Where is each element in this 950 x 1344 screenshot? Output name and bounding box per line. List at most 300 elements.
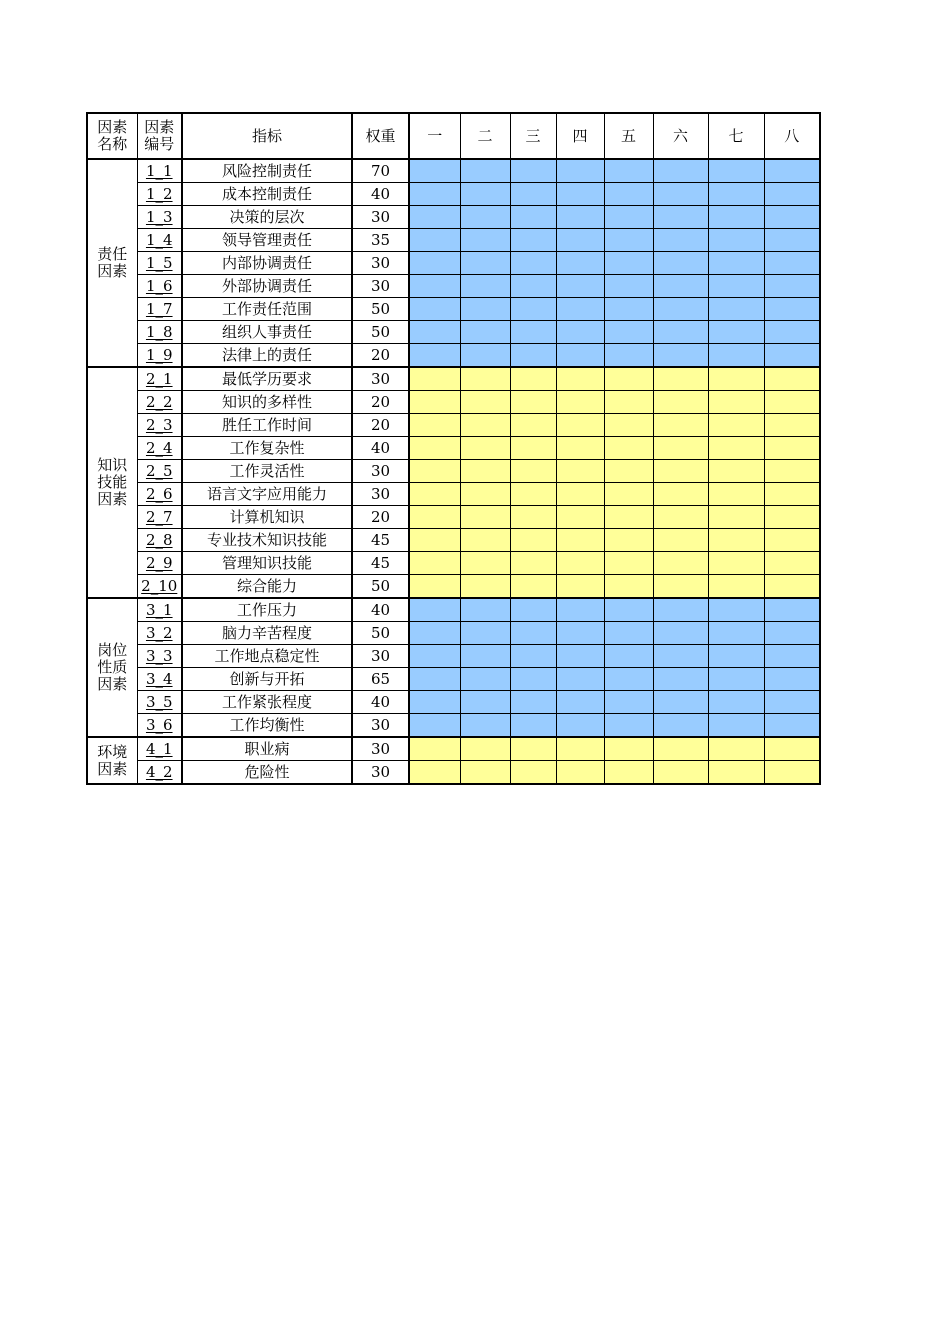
score-input-cell[interactable] — [604, 645, 653, 668]
indicator-cell[interactable]: 胜任工作时间 — [182, 414, 352, 437]
indicator-cell[interactable]: 工作责任范围 — [182, 298, 352, 321]
score-input-cell[interactable] — [510, 367, 556, 391]
score-input-cell[interactable] — [653, 321, 708, 344]
score-input-cell[interactable] — [409, 414, 460, 437]
score-input-cell[interactable] — [409, 737, 460, 761]
score-input-cell[interactable] — [556, 622, 604, 645]
score-input-cell[interactable] — [604, 483, 653, 506]
score-input-cell[interactable] — [510, 183, 556, 206]
weight-cell[interactable]: 40 — [352, 437, 409, 460]
score-input-cell[interactable] — [409, 483, 460, 506]
score-input-cell[interactable] — [409, 229, 460, 252]
score-input-cell[interactable] — [708, 575, 764, 599]
indicator-cell[interactable]: 创新与开拓 — [182, 668, 352, 691]
factor-code-cell[interactable]: 4_1 — [137, 737, 182, 761]
factor-code-cell[interactable]: 2_6 — [137, 483, 182, 506]
score-input-cell[interactable] — [653, 367, 708, 391]
score-input-cell[interactable] — [653, 529, 708, 552]
score-input-cell[interactable] — [653, 552, 708, 575]
score-input-cell[interactable] — [764, 668, 820, 691]
weight-cell[interactable]: 20 — [352, 414, 409, 437]
weight-cell[interactable]: 45 — [352, 529, 409, 552]
score-input-cell[interactable] — [556, 691, 604, 714]
score-input-cell[interactable] — [409, 529, 460, 552]
indicator-cell[interactable]: 管理知识技能 — [182, 552, 352, 575]
factor-code-cell[interactable]: 3_6 — [137, 714, 182, 738]
factor-code-cell[interactable]: 2_2 — [137, 391, 182, 414]
score-input-cell[interactable] — [604, 275, 653, 298]
score-input-cell[interactable] — [764, 183, 820, 206]
score-input-cell[interactable] — [460, 159, 510, 183]
score-input-cell[interactable] — [409, 598, 460, 622]
score-input-cell[interactable] — [764, 575, 820, 599]
weight-cell[interactable]: 30 — [352, 483, 409, 506]
factor-code-cell[interactable]: 1_2 — [137, 183, 182, 206]
weight-cell[interactable]: 70 — [352, 159, 409, 183]
weight-cell[interactable]: 20 — [352, 391, 409, 414]
score-input-cell[interactable] — [460, 437, 510, 460]
weight-cell[interactable]: 50 — [352, 575, 409, 599]
score-input-cell[interactable] — [604, 159, 653, 183]
indicator-cell[interactable]: 危险性 — [182, 761, 352, 785]
indicator-cell[interactable]: 工作压力 — [182, 598, 352, 622]
factor-code-cell[interactable]: 2_1 — [137, 367, 182, 391]
score-input-cell[interactable] — [764, 622, 820, 645]
score-input-cell[interactable] — [556, 159, 604, 183]
weight-cell[interactable]: 30 — [352, 645, 409, 668]
factor-code-cell[interactable]: 2_3 — [137, 414, 182, 437]
table-row — [87, 437, 820, 460]
score-input-cell[interactable] — [604, 206, 653, 229]
score-input-cell[interactable] — [604, 183, 653, 206]
factor-code-cell[interactable]: 1_5 — [137, 252, 182, 275]
score-input-cell[interactable] — [510, 761, 556, 785]
score-input-cell[interactable] — [653, 414, 708, 437]
score-input-cell[interactable] — [653, 460, 708, 483]
indicator-cell[interactable]: 外部协调责任 — [182, 275, 352, 298]
score-input-cell[interactable] — [556, 761, 604, 785]
score-input-cell[interactable] — [409, 460, 460, 483]
score-input-cell[interactable] — [604, 668, 653, 691]
score-input-cell[interactable] — [409, 622, 460, 645]
factor-code-cell[interactable]: 2_4 — [137, 437, 182, 460]
score-input-cell[interactable] — [460, 668, 510, 691]
score-input-cell[interactable] — [653, 598, 708, 622]
score-input-cell[interactable] — [460, 391, 510, 414]
score-input-cell[interactable] — [604, 367, 653, 391]
factor-code-cell[interactable]: 3_4 — [137, 668, 182, 691]
factor-code-cell[interactable]: 4_2 — [137, 761, 182, 785]
score-input-cell[interactable] — [708, 367, 764, 391]
indicator-cell[interactable]: 最低学历要求 — [182, 367, 352, 391]
indicator-cell[interactable]: 综合能力 — [182, 575, 352, 599]
score-input-cell[interactable] — [460, 298, 510, 321]
score-input-cell[interactable] — [708, 183, 764, 206]
score-input-cell[interactable] — [604, 714, 653, 738]
score-input-cell[interactable] — [653, 645, 708, 668]
score-input-cell[interactable] — [653, 714, 708, 738]
indicator-cell[interactable]: 专业技术知识技能 — [182, 529, 352, 552]
score-input-cell[interactable] — [708, 598, 764, 622]
score-input-cell[interactable] — [556, 391, 604, 414]
weight-cell[interactable]: 30 — [352, 252, 409, 275]
score-input-cell[interactable] — [556, 275, 604, 298]
score-input-cell[interactable] — [556, 645, 604, 668]
weight-cell[interactable]: 45 — [352, 552, 409, 575]
score-input-cell[interactable] — [556, 437, 604, 460]
indicator-cell[interactable]: 职业病 — [182, 737, 352, 761]
score-input-cell[interactable] — [409, 645, 460, 668]
score-input-cell[interactable] — [460, 575, 510, 599]
score-input-cell[interactable] — [604, 391, 653, 414]
score-input-cell[interactable] — [460, 367, 510, 391]
score-input-cell[interactable] — [556, 552, 604, 575]
score-input-cell[interactable] — [556, 714, 604, 738]
score-input-cell[interactable] — [460, 252, 510, 275]
score-input-cell[interactable] — [409, 206, 460, 229]
score-input-cell[interactable] — [460, 645, 510, 668]
score-input-cell[interactable] — [764, 391, 820, 414]
indicator-cell[interactable]: 知识的多样性 — [182, 391, 352, 414]
score-input-cell[interactable] — [764, 252, 820, 275]
score-input-cell[interactable] — [764, 159, 820, 183]
score-input-cell[interactable] — [764, 206, 820, 229]
score-input-cell[interactable] — [409, 506, 460, 529]
score-input-cell[interactable] — [510, 159, 556, 183]
score-input-cell[interactable] — [764, 460, 820, 483]
score-input-cell[interactable] — [510, 598, 556, 622]
weight-cell[interactable]: 40 — [352, 183, 409, 206]
score-input-cell[interactable] — [708, 252, 764, 275]
score-input-cell[interactable] — [556, 414, 604, 437]
score-input-cell[interactable] — [460, 761, 510, 785]
score-input-cell[interactable] — [708, 714, 764, 738]
score-input-cell[interactable] — [510, 414, 556, 437]
score-input-cell[interactable] — [556, 460, 604, 483]
score-input-cell[interactable] — [708, 414, 764, 437]
score-input-cell[interactable] — [510, 391, 556, 414]
score-input-cell[interactable] — [460, 206, 510, 229]
indicator-cell[interactable]: 计算机知识 — [182, 506, 352, 529]
score-input-cell[interactable] — [460, 506, 510, 529]
score-input-cell[interactable] — [764, 414, 820, 437]
indicator-cell[interactable]: 法律上的责任 — [182, 344, 352, 368]
score-input-cell[interactable] — [653, 159, 708, 183]
score-input-cell[interactable] — [460, 598, 510, 622]
weight-cell[interactable]: 30 — [352, 206, 409, 229]
score-input-cell[interactable] — [460, 460, 510, 483]
score-input-cell[interactable] — [556, 367, 604, 391]
score-input-cell[interactable] — [653, 275, 708, 298]
score-input-cell[interactable] — [764, 229, 820, 252]
score-input-cell[interactable] — [510, 206, 556, 229]
score-input-cell[interactable] — [708, 737, 764, 761]
factor-code-cell[interactable]: 1_7 — [137, 298, 182, 321]
score-input-cell[interactable] — [510, 460, 556, 483]
factor-code-cell[interactable]: 1_3 — [137, 206, 182, 229]
indicator-cell[interactable]: 工作均衡性 — [182, 714, 352, 738]
score-input-cell[interactable] — [764, 483, 820, 506]
indicator-cell[interactable]: 工作地点稳定性 — [182, 645, 352, 668]
score-input-cell[interactable] — [708, 460, 764, 483]
score-input-cell[interactable] — [510, 668, 556, 691]
factor-code-cell[interactable]: 1_9 — [137, 344, 182, 368]
weight-cell[interactable]: 20 — [352, 506, 409, 529]
score-input-cell[interactable] — [510, 252, 556, 275]
score-input-cell[interactable] — [556, 206, 604, 229]
score-input-cell[interactable] — [653, 298, 708, 321]
score-input-cell[interactable] — [653, 229, 708, 252]
score-input-cell[interactable] — [708, 229, 764, 252]
score-input-cell[interactable] — [460, 275, 510, 298]
score-input-cell[interactable] — [653, 483, 708, 506]
score-input-cell[interactable] — [460, 183, 510, 206]
factor-code-cell[interactable]: 1_6 — [137, 275, 182, 298]
score-input-cell[interactable] — [653, 344, 708, 368]
score-input-cell[interactable] — [556, 321, 604, 344]
score-input-cell[interactable] — [764, 761, 820, 785]
score-input-cell[interactable] — [604, 598, 653, 622]
score-input-cell[interactable] — [460, 529, 510, 552]
weight-cell[interactable]: 30 — [352, 737, 409, 761]
score-input-cell[interactable] — [409, 275, 460, 298]
weight-cell[interactable]: 30 — [352, 460, 409, 483]
score-input-cell[interactable] — [510, 552, 556, 575]
score-input-cell[interactable] — [764, 598, 820, 622]
score-input-cell[interactable] — [460, 229, 510, 252]
indicator-cell[interactable]: 语言文字应用能力 — [182, 483, 352, 506]
header-level: 五 — [604, 113, 653, 159]
weight-cell[interactable]: 30 — [352, 275, 409, 298]
score-input-cell[interactable] — [764, 321, 820, 344]
score-input-cell[interactable] — [708, 344, 764, 368]
score-input-cell[interactable] — [460, 714, 510, 738]
indicator-cell[interactable]: 风险控制责任 — [182, 159, 352, 183]
score-input-cell[interactable] — [460, 552, 510, 575]
score-input-cell[interactable] — [604, 414, 653, 437]
score-input-cell[interactable] — [604, 761, 653, 785]
score-input-cell[interactable] — [604, 321, 653, 344]
score-input-cell[interactable] — [708, 391, 764, 414]
score-input-cell[interactable] — [604, 529, 653, 552]
score-input-cell[interactable] — [653, 761, 708, 785]
indicator-cell[interactable]: 领导管理责任 — [182, 229, 352, 252]
score-input-cell[interactable] — [460, 622, 510, 645]
score-input-cell[interactable] — [409, 437, 460, 460]
score-input-cell[interactable] — [764, 552, 820, 575]
score-input-cell[interactable] — [604, 344, 653, 368]
score-input-cell[interactable] — [708, 691, 764, 714]
score-input-cell[interactable] — [510, 344, 556, 368]
score-input-cell[interactable] — [708, 298, 764, 321]
weight-cell[interactable]: 50 — [352, 622, 409, 645]
score-input-cell[interactable] — [510, 229, 556, 252]
factor-code-cell[interactable]: 2_10 — [137, 575, 182, 599]
score-input-cell[interactable] — [708, 321, 764, 344]
score-input-cell[interactable] — [604, 298, 653, 321]
score-input-cell[interactable] — [510, 275, 556, 298]
score-input-cell[interactable] — [708, 622, 764, 645]
score-input-cell[interactable] — [409, 252, 460, 275]
score-input-cell[interactable] — [764, 714, 820, 738]
indicator-cell[interactable]: 组织人事责任 — [182, 321, 352, 344]
score-input-cell[interactable] — [556, 737, 604, 761]
score-input-cell[interactable] — [510, 575, 556, 599]
score-input-cell[interactable] — [556, 598, 604, 622]
score-input-cell[interactable] — [604, 622, 653, 645]
score-input-cell[interactable] — [708, 668, 764, 691]
score-input-cell[interactable] — [510, 506, 556, 529]
score-input-cell[interactable] — [764, 344, 820, 368]
score-input-cell[interactable] — [708, 506, 764, 529]
score-input-cell[interactable] — [409, 159, 460, 183]
factor-code-cell[interactable]: 1_4 — [137, 229, 182, 252]
weight-cell[interactable]: 65 — [352, 668, 409, 691]
score-input-cell[interactable] — [556, 575, 604, 599]
score-input-cell[interactable] — [556, 252, 604, 275]
factor-code-cell[interactable]: 3_2 — [137, 622, 182, 645]
score-input-cell[interactable] — [708, 275, 764, 298]
score-input-cell[interactable] — [653, 622, 708, 645]
weight-cell[interactable]: 50 — [352, 321, 409, 344]
factor-code-cell[interactable]: 2_8 — [137, 529, 182, 552]
score-input-cell[interactable] — [764, 275, 820, 298]
score-input-cell[interactable] — [556, 506, 604, 529]
score-input-cell[interactable] — [653, 206, 708, 229]
factor-code-cell[interactable]: 3_3 — [137, 645, 182, 668]
score-input-cell[interactable] — [764, 691, 820, 714]
score-input-cell[interactable] — [764, 367, 820, 391]
score-input-cell[interactable] — [409, 714, 460, 738]
weight-cell[interactable]: 20 — [352, 344, 409, 368]
score-input-cell[interactable] — [708, 529, 764, 552]
score-input-cell[interactable] — [604, 437, 653, 460]
factor-code-cell[interactable]: 3_1 — [137, 598, 182, 622]
score-input-cell[interactable] — [708, 159, 764, 183]
score-input-cell[interactable] — [653, 183, 708, 206]
score-input-cell[interactable] — [409, 691, 460, 714]
score-input-cell[interactable] — [460, 737, 510, 761]
score-input-cell[interactable] — [510, 714, 556, 738]
score-input-cell[interactable] — [604, 575, 653, 599]
score-input-cell[interactable] — [409, 321, 460, 344]
score-input-cell[interactable] — [708, 645, 764, 668]
weight-cell[interactable]: 35 — [352, 229, 409, 252]
score-input-cell[interactable] — [764, 529, 820, 552]
score-input-cell[interactable] — [510, 529, 556, 552]
indicator-cell[interactable]: 工作灵活性 — [182, 460, 352, 483]
score-input-cell[interactable] — [510, 298, 556, 321]
score-input-cell[interactable] — [460, 691, 510, 714]
score-input-cell[interactable] — [409, 575, 460, 599]
score-input-cell[interactable] — [510, 483, 556, 506]
indicator-cell[interactable]: 工作复杂性 — [182, 437, 352, 460]
score-input-cell[interactable] — [653, 252, 708, 275]
indicator-cell[interactable]: 决策的层次 — [182, 206, 352, 229]
score-input-cell[interactable] — [708, 761, 764, 785]
weight-cell[interactable]: 40 — [352, 598, 409, 622]
weight-cell[interactable]: 30 — [352, 714, 409, 738]
score-input-cell[interactable] — [409, 552, 460, 575]
weight-cell[interactable]: 30 — [352, 367, 409, 391]
score-input-cell[interactable] — [556, 298, 604, 321]
score-input-cell[interactable] — [764, 437, 820, 460]
score-input-cell[interactable] — [556, 529, 604, 552]
score-input-cell[interactable] — [460, 483, 510, 506]
score-input-cell[interactable] — [409, 344, 460, 368]
score-input-cell[interactable] — [556, 229, 604, 252]
factor-code-cell[interactable]: 2_7 — [137, 506, 182, 529]
score-input-cell[interactable] — [510, 437, 556, 460]
score-input-cell[interactable] — [556, 183, 604, 206]
score-input-cell[interactable] — [653, 437, 708, 460]
weight-cell[interactable]: 30 — [352, 761, 409, 785]
factor-code-cell[interactable]: 3_5 — [137, 691, 182, 714]
score-input-cell[interactable] — [510, 737, 556, 761]
score-input-cell[interactable] — [409, 298, 460, 321]
score-input-cell[interactable] — [764, 506, 820, 529]
score-input-cell[interactable] — [604, 252, 653, 275]
indicator-cell[interactable]: 工作紧张程度 — [182, 691, 352, 714]
score-input-cell[interactable] — [510, 622, 556, 645]
score-input-cell[interactable] — [556, 344, 604, 368]
indicator-cell[interactable]: 脑力辛苦程度 — [182, 622, 352, 645]
factor-code-cell[interactable]: 1_1 — [137, 159, 182, 183]
score-input-cell[interactable] — [460, 414, 510, 437]
score-input-cell[interactable] — [604, 229, 653, 252]
score-input-cell[interactable] — [604, 506, 653, 529]
score-input-cell[interactable] — [764, 645, 820, 668]
factor-code-cell[interactable]: 2_9 — [137, 552, 182, 575]
score-input-cell[interactable] — [604, 552, 653, 575]
score-input-cell[interactable] — [708, 483, 764, 506]
table-row — [87, 761, 820, 785]
score-input-cell[interactable] — [409, 183, 460, 206]
factor-code-cell[interactable]: 2_5 — [137, 460, 182, 483]
score-input-cell[interactable] — [604, 691, 653, 714]
score-input-cell[interactable] — [653, 668, 708, 691]
score-input-cell[interactable] — [409, 761, 460, 785]
factor-code-cell[interactable]: 1_8 — [137, 321, 182, 344]
score-input-cell[interactable] — [708, 437, 764, 460]
score-input-cell[interactable] — [510, 645, 556, 668]
weight-cell[interactable]: 40 — [352, 691, 409, 714]
indicator-cell[interactable]: 成本控制责任 — [182, 183, 352, 206]
score-input-cell[interactable] — [556, 483, 604, 506]
score-input-cell[interactable] — [460, 344, 510, 368]
indicator-cell[interactable]: 内部协调责任 — [182, 252, 352, 275]
score-input-cell[interactable] — [510, 691, 556, 714]
score-input-cell[interactable] — [764, 737, 820, 761]
score-input-cell[interactable] — [409, 367, 460, 391]
score-input-cell[interactable] — [653, 737, 708, 761]
score-input-cell[interactable] — [653, 506, 708, 529]
score-input-cell[interactable] — [604, 737, 653, 761]
score-input-cell[interactable] — [460, 321, 510, 344]
score-input-cell[interactable] — [510, 321, 556, 344]
score-input-cell[interactable] — [708, 206, 764, 229]
weight-cell[interactable]: 50 — [352, 298, 409, 321]
score-input-cell[interactable] — [653, 691, 708, 714]
score-input-cell[interactable] — [653, 391, 708, 414]
score-input-cell[interactable] — [556, 668, 604, 691]
score-input-cell[interactable] — [409, 391, 460, 414]
score-input-cell[interactable] — [653, 575, 708, 599]
score-input-cell[interactable] — [708, 552, 764, 575]
score-input-cell[interactable] — [409, 668, 460, 691]
score-input-cell[interactable] — [764, 298, 820, 321]
score-input-cell[interactable] — [604, 460, 653, 483]
